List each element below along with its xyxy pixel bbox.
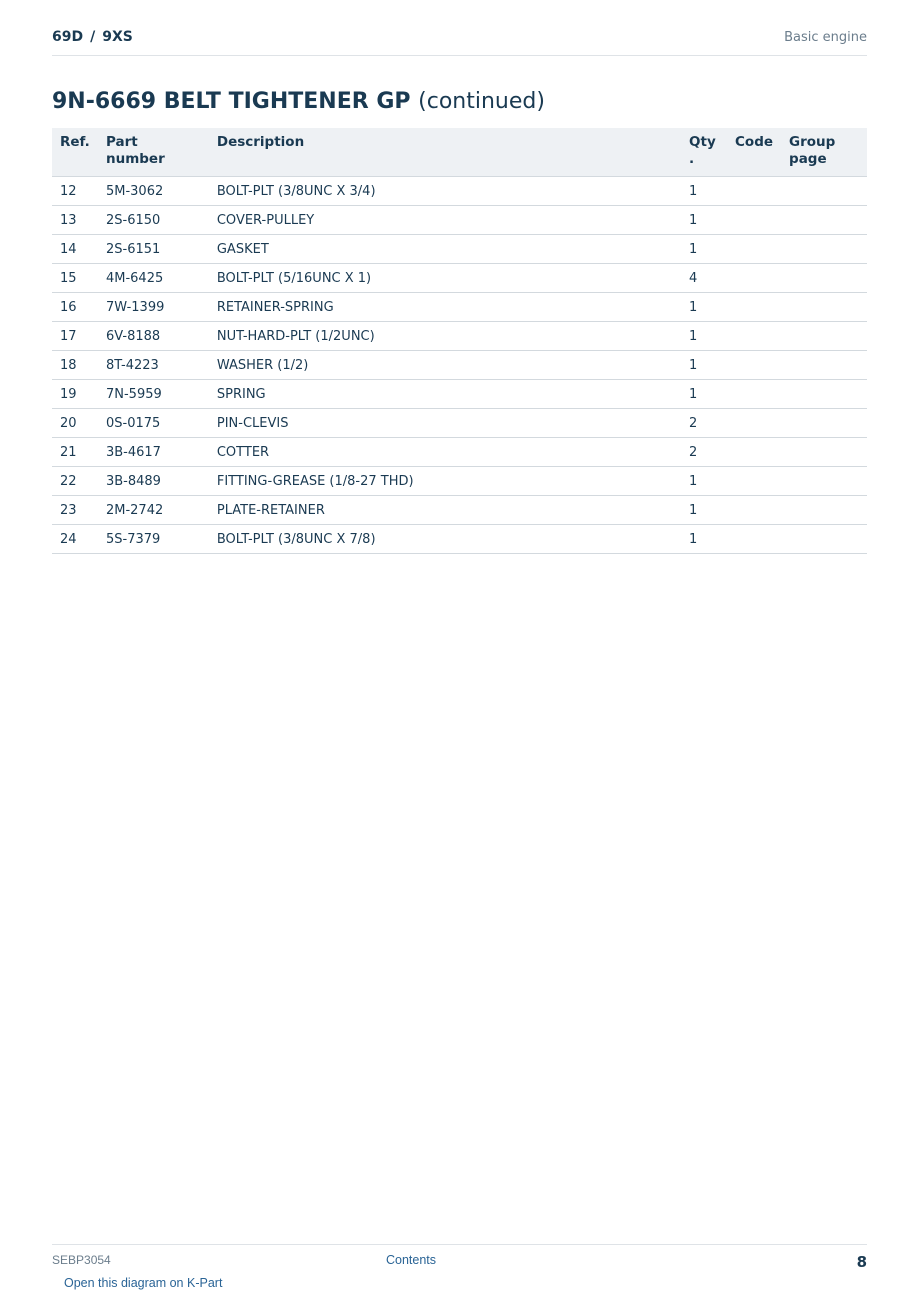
cell-code: [727, 206, 781, 235]
part-group-title: 9N-6669 BELT TIGHTENER GP: [52, 89, 411, 114]
cell-qty: 1: [681, 206, 727, 235]
cell-qty: 1: [681, 525, 727, 554]
section-name: Basic engine: [784, 30, 867, 45]
cell-description: WASHER (1/2): [209, 351, 681, 380]
page-title: [52, 89, 545, 114]
cell-code: [727, 351, 781, 380]
cell-code: [727, 496, 781, 525]
cell-group-page: [781, 293, 867, 322]
cell-code: [727, 467, 781, 496]
cell-group-page: [781, 177, 867, 206]
cell-group-page: [781, 380, 867, 409]
table-row: [52, 177, 867, 206]
table-row: [52, 351, 867, 380]
contents-link[interactable]: Contents: [386, 1253, 437, 1267]
open-kpart-link[interactable]: Open this diagram on K-Part: [64, 1276, 223, 1290]
cell-description: GASKET: [209, 235, 681, 264]
cell-ref: 19: [52, 380, 98, 409]
cell-code: [727, 322, 781, 351]
cell-qty: 2: [681, 409, 727, 438]
cell-ref: 13: [52, 206, 98, 235]
cell-ref: 18: [52, 351, 98, 380]
cell-group-page: [781, 409, 867, 438]
cell-part-number: 3B-4617: [98, 438, 209, 467]
cell-description: BOLT-PLT (5/16UNC X 1): [209, 264, 681, 293]
cell-part-number: 8T-4223: [98, 351, 209, 380]
cell-part-number: 7N-5959: [98, 380, 209, 409]
table-row: [52, 235, 867, 264]
table-row: [52, 525, 867, 554]
table-row: [52, 438, 867, 467]
cell-ref: 15: [52, 264, 98, 293]
cell-qty: 4: [681, 264, 727, 293]
cell-ref: 24: [52, 525, 98, 554]
cell-description: COTTER: [209, 438, 681, 467]
table-row: [52, 467, 867, 496]
table-row: [52, 496, 867, 525]
cell-qty: 1: [681, 293, 727, 322]
page-footer: [52, 1244, 867, 1300]
cell-description: SPRING: [209, 380, 681, 409]
cell-group-page: [781, 322, 867, 351]
cell-qty: 1: [681, 380, 727, 409]
cell-part-number: 0S-0175: [98, 409, 209, 438]
table-row: [52, 322, 867, 351]
cell-part-number: 2S-6150: [98, 206, 209, 235]
table-row: [52, 264, 867, 293]
table-row: [52, 409, 867, 438]
cell-ref: 12: [52, 177, 98, 206]
cell-description: PLATE-RETAINER: [209, 496, 681, 525]
cell-ref: 16: [52, 293, 98, 322]
cell-part-number: 5M-3062: [98, 177, 209, 206]
col-header-description: Description: [209, 128, 681, 177]
cell-group-page: [781, 525, 867, 554]
cell-code: [727, 235, 781, 264]
cell-ref: 20: [52, 409, 98, 438]
parts-table: [52, 128, 867, 554]
cell-qty: 2: [681, 438, 727, 467]
cell-qty: 1: [681, 351, 727, 380]
page-header: [52, 28, 867, 56]
cell-description: NUT-HARD-PLT (1/2UNC): [209, 322, 681, 351]
cell-description: BOLT-PLT (3/8UNC X 3/4): [209, 177, 681, 206]
cell-qty: 1: [681, 322, 727, 351]
cell-qty: 1: [681, 235, 727, 264]
cell-ref: 14: [52, 235, 98, 264]
cell-description: BOLT-PLT (3/8UNC X 7/8): [209, 525, 681, 554]
cell-group-page: [781, 351, 867, 380]
breadcrumb-prefix: 9XS: [102, 29, 133, 45]
table-header: [52, 128, 867, 177]
qty-header-line2: .: [689, 151, 695, 167]
cell-part-number: 2S-6151: [98, 235, 209, 264]
table-row: [52, 206, 867, 235]
cell-code: [727, 525, 781, 554]
qty-header-line1: Qty: [689, 134, 716, 150]
cell-code: [727, 380, 781, 409]
cell-group-page: [781, 206, 867, 235]
cell-ref: 23: [52, 496, 98, 525]
cell-part-number: 6V-8188: [98, 322, 209, 351]
cell-code: [727, 177, 781, 206]
cell-description: RETAINER-SPRING: [209, 293, 681, 322]
title-continued: (continued): [418, 89, 545, 114]
col-header-ref: Ref.: [52, 128, 98, 177]
breadcrumb: [52, 29, 133, 45]
group-header-line2: page: [789, 151, 827, 167]
col-header-part-number: Part number: [98, 128, 209, 177]
cell-description: PIN-CLEVIS: [209, 409, 681, 438]
header-row: [52, 128, 867, 177]
cell-description: FITTING-GREASE (1/8-27 THD): [209, 467, 681, 496]
group-header-line1: Group: [789, 134, 836, 150]
table-body: [52, 177, 867, 554]
col-header-code: Code: [727, 128, 781, 177]
cell-group-page: [781, 467, 867, 496]
cell-ref: 22: [52, 467, 98, 496]
cell-part-number: 4M-6425: [98, 264, 209, 293]
cell-code: [727, 293, 781, 322]
cell-qty: 1: [681, 177, 727, 206]
breadcrumb-separator: /: [90, 29, 96, 45]
table-row: [52, 293, 867, 322]
cell-code: [727, 438, 781, 467]
col-header-group-page: [781, 128, 867, 177]
cell-group-page: [781, 264, 867, 293]
document-code: SEBP3054: [52, 1253, 111, 1267]
cell-ref: 21: [52, 438, 98, 467]
page-number: 8: [856, 1253, 867, 1271]
col-header-qty: [681, 128, 727, 177]
cell-group-page: [781, 496, 867, 525]
cell-group-page: [781, 438, 867, 467]
cell-description: COVER-PULLEY: [209, 206, 681, 235]
cell-ref: 17: [52, 322, 98, 351]
breadcrumb-model: 69D: [52, 29, 84, 45]
cell-part-number: 7W-1399: [98, 293, 209, 322]
cell-group-page: [781, 235, 867, 264]
cell-code: [727, 264, 781, 293]
cell-part-number: 5S-7379: [98, 525, 209, 554]
cell-code: [727, 409, 781, 438]
table-row: [52, 380, 867, 409]
cell-part-number: 2M-2742: [98, 496, 209, 525]
cell-qty: 1: [681, 467, 727, 496]
cell-qty: 1: [681, 496, 727, 525]
cell-part-number: 3B-8489: [98, 467, 209, 496]
